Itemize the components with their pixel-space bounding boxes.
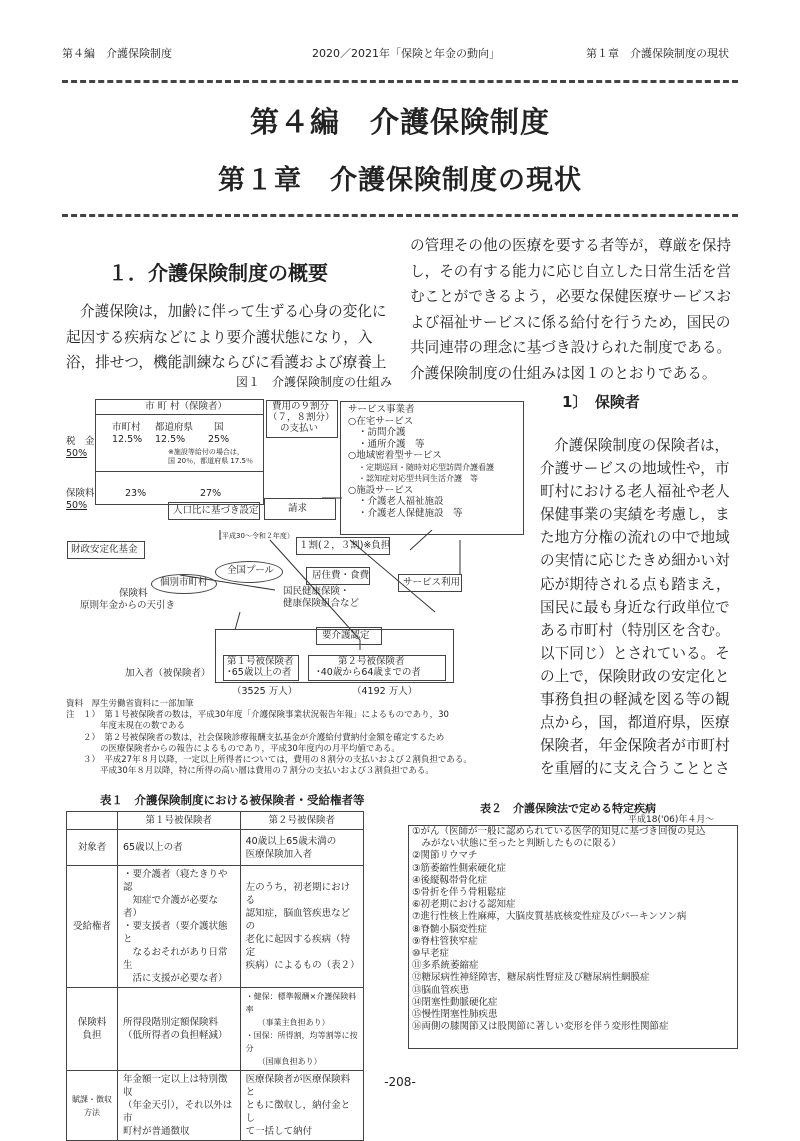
list-item: ⑥初老期における認知症	[412, 899, 516, 911]
list-item: ③筋萎縮性側索硬化症	[412, 862, 507, 874]
type2-line-a: 第２号被保険者	[338, 656, 405, 667]
table-row	[67, 866, 364, 988]
type2-count: （4192 万人）	[352, 686, 418, 697]
table1-col2: 第２号被保険者	[240, 812, 363, 830]
section2-heading: 1〕 保険者	[562, 393, 640, 411]
pref-label: 都道府県	[155, 422, 194, 433]
pref-pct: 12.5%	[155, 434, 186, 445]
section1-right-text: の管理その他の医療を要する者等が，尊厳を保持 し，その有する能力に応じ自立した日常生活を営 むことができるよう，必要な保健医療サービスお よび福祉サービスに係る給付を行うため，国民の 共同連帯の理念に基づき設けられた制度である。 介護保険制度の仕組みは図１のとおりである。	[410, 237, 732, 382]
type1-count: （3525 万人）	[232, 686, 298, 697]
list-item: ⑦進行性核上性麻痺，大脳皮質基底核変性症及びパーキンソン病	[412, 911, 687, 923]
fund-label: 財政安定化基金	[71, 544, 138, 555]
payment-line-1: 費用の９割分	[272, 401, 330, 412]
premium-pct: 50%	[66, 500, 88, 511]
billing-label: 請求	[288, 503, 308, 514]
table-row	[67, 830, 364, 866]
list-item: ⑮慢性閉塞性肺疾患	[412, 1009, 498, 1021]
health-ins-2: 健康保険組合など	[283, 598, 360, 609]
table2-caption: 表２ 介護保険法で定める特定疾病	[480, 802, 656, 815]
cell: 所得段階別定額保険料 （低所得者の負担軽減）	[118, 988, 241, 1071]
list-item: ⑩早老症	[412, 948, 450, 960]
cell: ・健保：標準報酬×介護保険料率 （事業主負担あり） ・国保：所得割，均等割等に按分 （国庫負担あり）	[240, 988, 363, 1071]
table1-corner	[67, 812, 118, 830]
figure1-notes: 資料 厚生労働省資料に一部加筆 注 １） 第１号被保険者の数は，平成30年度「介護保険事業状況報告年報」によるものであり，30 年度末現在の数である ２） 第２号被保険者の数は，社会保険診療報酬支払基金が介護給付費納付金額を確定するため の医療保険者からの報告によるものであり，平成30年度内の月平均値である。 ３） 平成27年８月以降，一定以上所得者については，費用の８割分の支払いおよび２割負担である。 平成30年８月以降，特に所得の高い層は費用の７割分の支払いおよび３割負担である。	[66, 699, 472, 777]
list-item: みがない状態に至ったと判断したものに限る）	[412, 838, 622, 850]
list-item: ⑯両側の膝関節又は股関節に著しい変形を伴う変形性関節症	[412, 1021, 669, 1033]
health-ins-1: 国民健康保険・	[283, 586, 350, 597]
premium-pension-2: 原則年金からの天引き	[80, 600, 176, 611]
premium-pension-1: 保険料	[119, 588, 148, 599]
table-row	[67, 988, 364, 1071]
table1-caption: 表１ 介護保険制度における被保険者・受給権者等	[100, 793, 365, 807]
row-head: 賦課・徴収 方法	[67, 1071, 118, 1141]
date-note: （平成30～令和２年度）	[215, 532, 294, 540]
table2-date: 平成18('06)年４月～	[628, 815, 715, 825]
list-item: ④後縦靱帯骨化症	[412, 874, 488, 886]
cell: 65歳以上の者	[118, 830, 241, 866]
tax-label: 税 金	[66, 436, 95, 447]
list-item: ⑨脊柱管狭窄症	[412, 935, 478, 947]
service-use-label: サービス利用	[403, 577, 461, 588]
cell: 医療保険者が医療保険料と ともに徴収し，納付金とし て一括して納付	[240, 1071, 363, 1141]
cell: ・要介護者（寝たきりや認 知症で介護が必要な者） ・要支援者（要介護状態と なるおそれがあり日常生 活に支援が必要な者）	[118, 866, 241, 988]
facility-note-1: ※施設等給付の場合は，	[168, 448, 244, 456]
care-cert-label: 要介護認定	[322, 630, 370, 641]
list-item: ②関節リウマチ	[412, 850, 478, 862]
section1-left-text: 介護保険は，加齢に伴って生ずる心身の変化に 起因する疾病などにより要介護状態になり，入 浴，排せつ，機能訓練ならびに看護および療養上	[66, 303, 387, 371]
list-item: ⑧脊髄小脳変性症	[412, 923, 488, 935]
tax-pct: 50%	[66, 448, 88, 459]
cell: 左のうち，初老期における 認知症，脳血管疾患などの 老化に起因する疾病（特定 疾病）によるもの（表２）	[240, 866, 363, 988]
enrollee-label: 加入者（被保険者）	[125, 668, 211, 679]
divider-title	[62, 214, 738, 217]
national-pool-label: 全国プール	[227, 565, 275, 576]
pct-23: 23%	[125, 488, 147, 499]
population-label: 人口比に基づき設定	[173, 505, 259, 516]
type2-line-b: ･40歳から64歳までの者	[316, 667, 421, 678]
section2-text: 介護保険制度の保険者は， 介護サービスの地域性や，市 町村における老人福祉や老人 保健事業の実績を考慮し，ま た地方分権の流れの中で地域 の実情に応じたきめ細かい対 応が期待される点も踏まえ， 国民に最も身近な行政単位で ある市町村（特別区を含む。 以下同じ）とされている。そ の上で，保険財政の安定化と 事務負担の軽減を図る等の観 点から，国，都道府県，医療 保険者，年金保険者が市町村 を重層的に支え合うこととさ	[540, 437, 731, 778]
type1-line-b: ･65歳以上の者	[227, 667, 292, 678]
table2-list	[410, 826, 738, 1033]
part-title: 第４編 介護保険制度	[249, 105, 550, 139]
table1-col1: 第１号被保険者	[118, 812, 241, 830]
figure1-caption: 図１ 介護保険制度の仕組み	[236, 375, 393, 389]
payment-line-3: の支払い	[280, 423, 319, 434]
payment-line-2: （７，８割分）	[268, 412, 335, 423]
row-head: 保険料 負担	[67, 988, 118, 1071]
housing-food-label: 居住費・食費	[312, 570, 370, 581]
facility-note-2: 国 20％，都道府県 17.5％	[168, 457, 253, 465]
list-item: ⑤骨折を伴う骨粗鬆症	[412, 887, 507, 899]
list-item: ①がん（医師が一般に認められている医学的知見に基づき回復の見込	[412, 826, 706, 837]
individual-muni-label: 個別市町村	[160, 577, 208, 588]
chapter-title: 第１章 介護保険制度の現状	[218, 165, 582, 196]
list-item: ⑭閉塞性動脈硬化症	[412, 996, 498, 1008]
list-item: ⑪多系統萎縮症	[412, 960, 479, 972]
service-list: サービス事業者 ○在宅サービス ・訪問介護 ・通所介護 等 ○地域密着型サービス ・定期巡回・随時対応型訪問介護看護 ・認知症対応型共同生活介護 等 ○施設サービス ・介護老人福祉施設 ・介護老人保健施設 等	[348, 404, 494, 519]
table1	[66, 811, 364, 1141]
header-right: 第１章 介護保険制度の現状	[586, 47, 729, 60]
muni-label: 市町村	[112, 422, 141, 433]
list-item: ⑫糖尿病性神経障害，糖尿病性腎症及び糖尿病性網膜症	[412, 972, 650, 984]
muni-pct: 12.5%	[112, 434, 143, 445]
cell: 年金額一定以上は特別徴収 （年金天引），それ以外は市 町村が普通徴収	[118, 1071, 241, 1141]
row-head: 対象者	[67, 830, 118, 866]
insurer-label: 市 町 村（保険者）	[145, 401, 228, 412]
divider-top	[62, 80, 738, 83]
pct-27: 27%	[200, 488, 222, 499]
cell: 40歳以上65歳未満の 医療保険加入者	[240, 830, 363, 866]
copay-label: １割(２，３割)※負担	[299, 540, 391, 551]
header-left: 第４編 介護保険制度	[62, 47, 172, 60]
section1-heading: １．介護保険制度の概要	[108, 261, 328, 285]
list-item: ⑬脳血管疾患	[412, 984, 470, 996]
table1-header-row	[67, 812, 364, 830]
row-head: 受給権者	[67, 866, 118, 988]
nat-label: 国	[214, 422, 224, 433]
premium-label: 保険料	[66, 488, 95, 499]
page-number: -208-	[384, 1075, 416, 1089]
header-center: 2020／2021年「保険と年金の動向」	[312, 47, 500, 60]
type1-line-a: 第１号被保険者	[227, 656, 294, 667]
nat-pct: 25%	[208, 434, 230, 445]
